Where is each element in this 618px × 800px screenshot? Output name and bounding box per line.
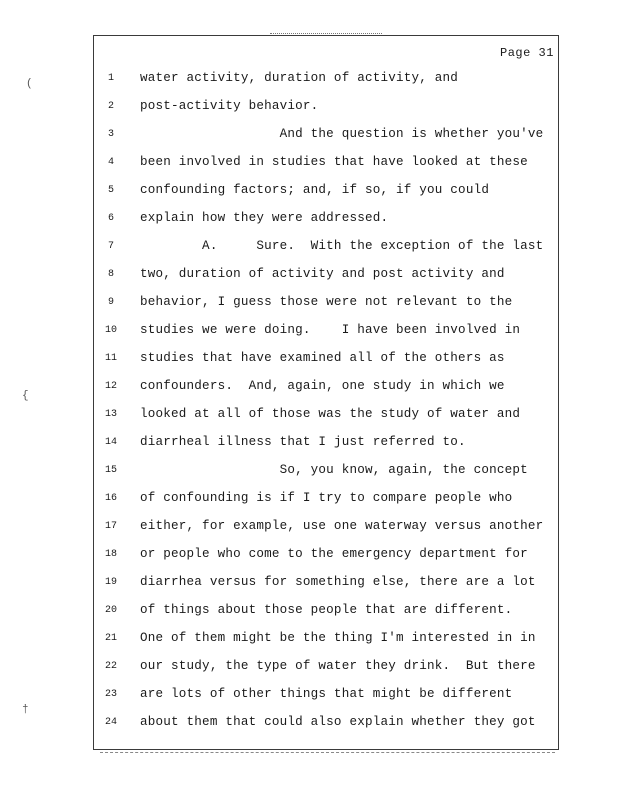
line-number: 16 [104, 493, 117, 504]
transcript-line: our study, the type of water they drink. But there [140, 659, 536, 673]
line-number: 10 [104, 325, 117, 336]
transcript-line: of things about those people that are different. [140, 603, 513, 617]
transcript-line: about them that could also explain whether they got [140, 715, 536, 729]
line-number: 9 [107, 297, 114, 308]
line-number: 17 [104, 521, 117, 532]
transcript-line: of confounding is if I try to compare people who [140, 491, 513, 505]
margin-mark-bottom: † [22, 704, 29, 716]
line-number: 15 [104, 465, 117, 476]
line-number: 13 [104, 409, 117, 420]
line-number: 14 [104, 437, 117, 448]
line-number: 23 [104, 689, 117, 700]
transcript-line: been involved in studies that have looked at these [140, 155, 528, 169]
transcript-line: post-activity behavior. [140, 99, 319, 113]
line-number: 7 [107, 241, 114, 252]
line-number: 5 [107, 185, 114, 196]
transcript-line: studies we were doing. I have been involved in [140, 323, 521, 337]
line-number: 2 [107, 101, 114, 112]
line-number: 24 [104, 717, 117, 728]
line-number: 3 [107, 129, 114, 140]
margin-mark-middle: { [22, 390, 29, 402]
transcript-line: A. Sure. With the exception of the last [140, 239, 544, 253]
transcript-line: studies that have examined all of the others as [140, 351, 505, 365]
line-number: 21 [104, 633, 117, 644]
line-number: 22 [104, 661, 117, 672]
transcript-line: behavior, I guess those were not relevant to the [140, 295, 513, 309]
line-number: 4 [107, 157, 114, 168]
page-number: Page 31 [500, 46, 554, 60]
line-number: 6 [107, 213, 114, 224]
margin-mark-top: ( [26, 78, 33, 90]
line-number: 1 [107, 73, 114, 84]
line-number: 12 [104, 381, 117, 392]
transcript-line: diarrheal illness that I just referred to. [140, 435, 466, 449]
transcript-line: confounding factors; and, if so, if you could [140, 183, 490, 197]
line-number: 18 [104, 549, 117, 560]
transcript-line: looked at all of those was the study of water and [140, 407, 521, 421]
transcript-line: are lots of other things that might be different [140, 687, 513, 701]
transcript-line: confounders. And, again, one study in which we [140, 379, 505, 393]
transcript-line: explain how they were addressed. [140, 211, 389, 225]
line-number: 11 [104, 353, 117, 364]
line-number: 19 [104, 577, 117, 588]
transcript-line: either, for example, use one waterway versus another [140, 519, 544, 533]
transcript-line: two, duration of activity and post activity and [140, 267, 505, 281]
bottom-scan-mark [100, 752, 555, 757]
transcript-line: So, you know, again, the concept [140, 463, 528, 477]
transcript-line: One of them might be the thing I'm interested in in [140, 631, 536, 645]
transcript-line: or people who come to the emergency department for [140, 547, 528, 561]
line-number: 20 [104, 605, 117, 616]
transcript-line: water activity, duration of activity, and [140, 71, 459, 85]
transcript-line: diarrhea versus for something else, there are a lot [140, 575, 536, 589]
line-number: 8 [107, 269, 114, 280]
transcript-line: And the question is whether you've [140, 127, 544, 141]
